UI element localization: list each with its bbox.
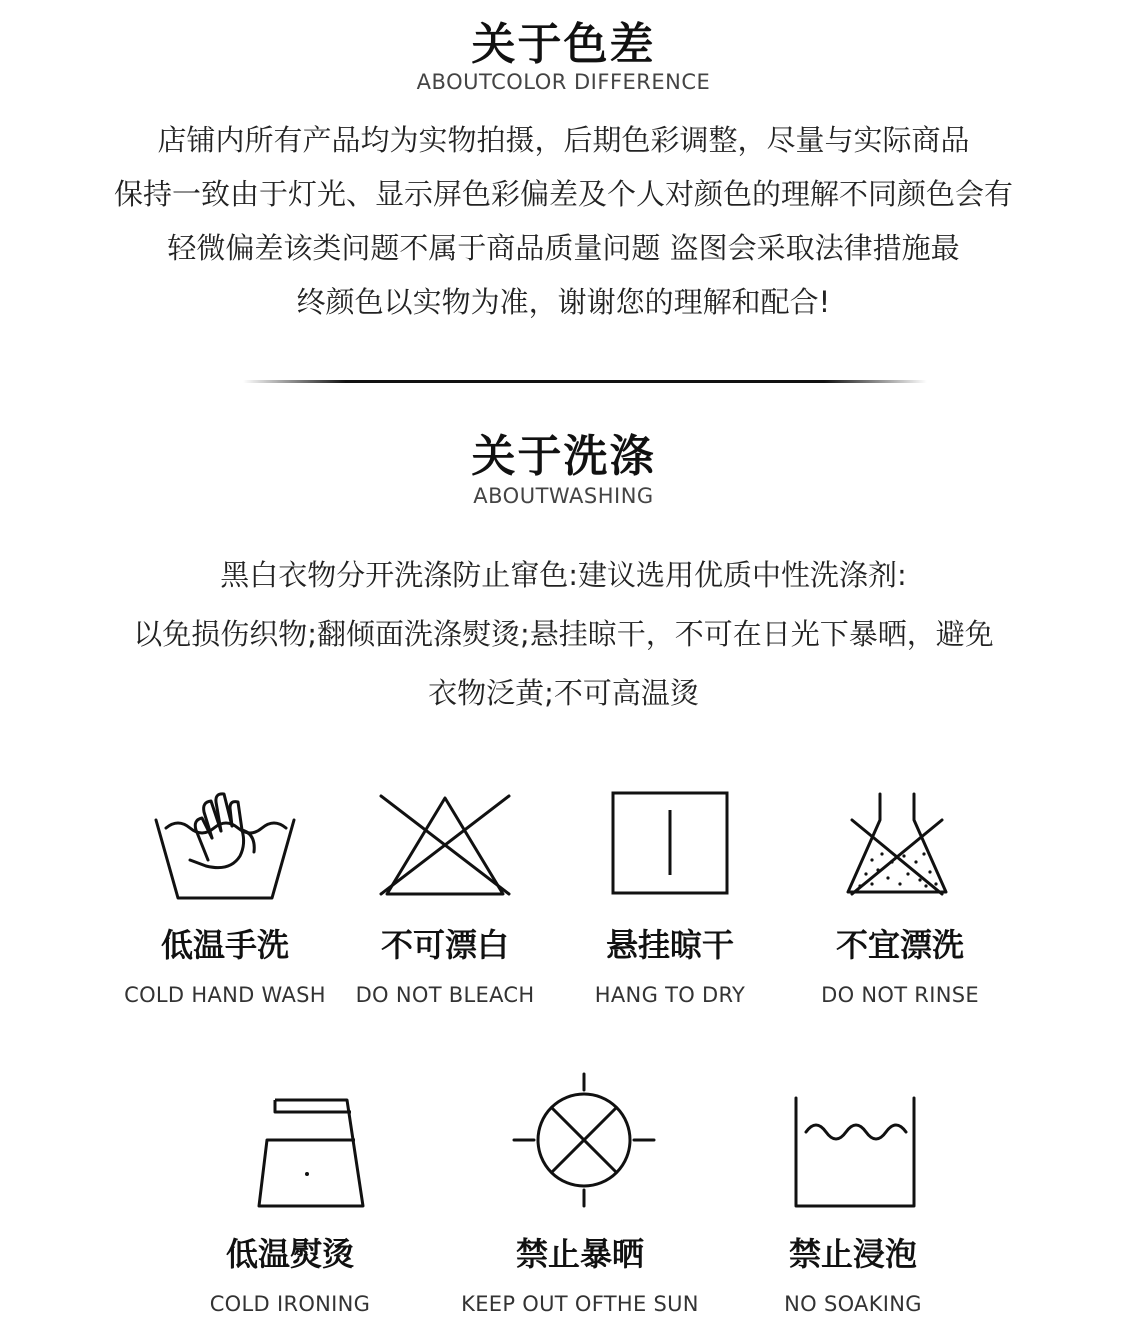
color-paragraph-line: 保持一致由于灯光、显示屏色彩偏差及个人对颜色的理解不同颜色会有 — [113, 177, 1013, 211]
wash-paragraph-line: 以免损伤织物;翻倾面洗涤熨烫;悬挂晾干，不可在日光下暴晒，避免 — [133, 617, 994, 651]
wash-section-title: 关于洗涤 — [471, 431, 656, 482]
hand-wash-icon — [150, 790, 300, 905]
color-paragraph-line: 终颜色以实物为准，谢谢您的理解和配合! — [296, 285, 831, 319]
icon-label-en: COLD HAND WASH — [124, 983, 326, 1007]
icon-label-en: KEEP OUT OFTHE SUN — [461, 1292, 699, 1316]
icon-label-cn: 不可漂白 — [380, 926, 509, 964]
no-bleach-icon — [375, 790, 515, 905]
icon-label-en: DO NOT RINSE — [821, 983, 979, 1007]
icon-label-cn: 低温手洗 — [160, 926, 289, 964]
color-paragraph-line: 店铺内所有产品均为实物拍摄，后期色彩调整，尽量与实际商品 — [157, 123, 970, 157]
icon-label-en: COLD IRONING — [209, 1292, 371, 1316]
color-section-subtitle: ABOUTCOLOR DIFFERENCE — [416, 70, 711, 94]
icon-label-cn: 低温熨烫 — [225, 1235, 354, 1273]
wash-paragraph-line: 衣物泛黄;不可高温烫 — [428, 676, 699, 710]
icon-label-en: DO NOT BLEACH — [355, 983, 535, 1007]
no-sun-icon — [512, 1070, 657, 1215]
wash-section-subtitle: ABOUTWASHING — [473, 484, 654, 508]
hang-dry-icon — [610, 790, 730, 905]
icon-label-cn: 不宜漂洗 — [835, 926, 964, 964]
icon-label-en: NO SOAKING — [784, 1292, 922, 1316]
no-soak-icon — [790, 1092, 920, 1212]
wash-paragraph-line: 黑白衣物分开洗涤防止窜色:建议选用优质中性洗涤剂: — [220, 558, 907, 592]
icon-label-en: HANG TO DRY — [594, 983, 746, 1007]
color-section-title: 关于色差 — [471, 19, 656, 70]
color-paragraph-line: 轻微偏差该类问题不属于商品质量问题 盗图会采取法律措施最 — [167, 231, 960, 265]
low-iron-icon — [255, 1092, 370, 1212]
icon-label-cn: 禁止浸泡 — [788, 1235, 917, 1273]
no-rinse-icon — [842, 790, 952, 905]
icon-label-cn: 禁止暴晒 — [515, 1235, 644, 1273]
section-divider — [243, 380, 927, 383]
icon-label-cn: 悬挂晾干 — [605, 926, 734, 964]
